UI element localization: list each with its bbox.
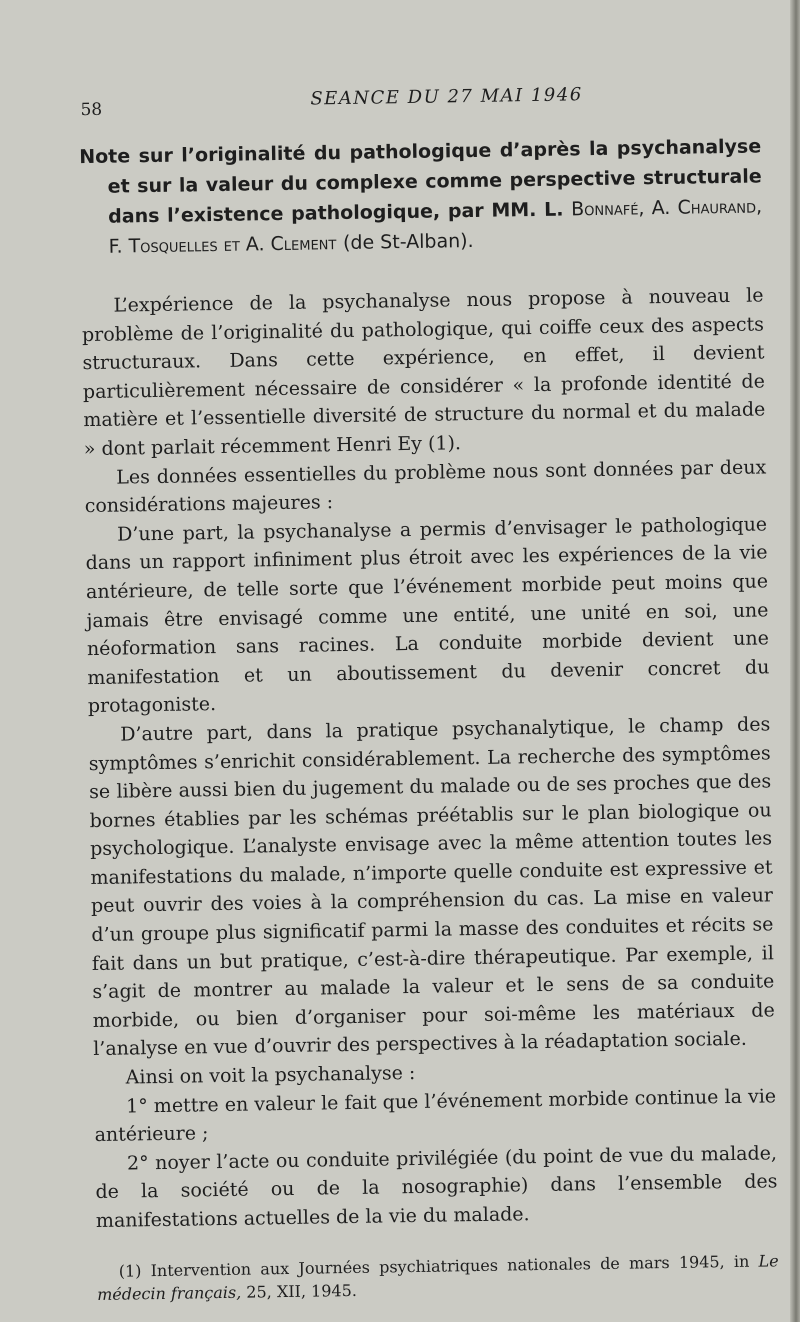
paragraph: Les données essentielles du problème nous sont données par deux considérations majeures :	[84, 455, 767, 518]
article-body	[81, 281, 778, 1235]
paragraph: D’une part, la psychanalyse a permis d’envisager le pathologique dans un rapport infiniment plus étroit avec les expériences de la vie antérieure, de telle sorte que l’événement morbide peut moins que jamais être envisagé comme une entité, une unité en soi, une néoformation sans racines. La conduite morbide devient une manifestation et un aboutissement du devenir concret du protagoniste.	[85, 513, 770, 718]
article-place: (de St-Alban).	[342, 229, 474, 255]
footnote-text	[97, 1249, 780, 1306]
footnote	[97, 1249, 780, 1306]
running-head: SEANCE DU 27 MAI 1946	[310, 84, 583, 110]
list-item: 2° noyer l’acte ou conduite privilégiée (du point de vue du malade, de la société ou de la nosographie) dans l’ensemble des manifestations actuelles de la vie du malade.	[95, 1142, 778, 1233]
page-header	[80, 67, 761, 121]
article-authors: Bonnafé, A. Chaurand, F. Tosquelles et A. Clement	[108, 195, 763, 258]
page-content	[79, 67, 779, 1305]
paragraph: Ainsi on voit la psychanalyse :	[125, 1062, 416, 1089]
article-title	[79, 131, 763, 262]
footnote-journal: Le médecin français,	[96, 1250, 779, 1304]
footnote-date: 25, XII, 1945.	[246, 1280, 358, 1302]
article-title-text: Note sur l’originalité du pathologique d’après la psychanalyse et sur la valeur du complexe comme perspective structurale dans l’existence pathologique, par MM. L.	[79, 135, 762, 228]
paragraph: L’expérience de la psychanalyse nous propose à nouveau le problème de l’originalité du pathologique, qui coiffe ceux des aspects structuraux. Dans cette expérience, en effet, il devient particulièrement nécessaire de considérer « la profonde identité de matière et l’essentielle diversité de structure du normal et du malade » dont parlait récemment Henri Ey (1).	[81, 284, 766, 461]
page-edge-shadow	[790, 0, 800, 1322]
list-item: 1° mettre en valeur le fait que l’événement morbide continue la vie antérieure ;	[94, 1084, 777, 1147]
paragraph: D’autre part, dans la pratique psychanalytique, le champ des symptômes s’enrichit considérablement. La recherche des symptômes se libère aussi bien du jugement du malade ou de ses proches que des bornes établies par les schémas préétablis sur le plan biologique ou psychologique. L’analyste envisage avec la même attention toutes les manifestations du malade, n’importe quelle conduite est expressive et peut ouvrir des voies à la compréhension du cas. La mise en valeur d’un groupe plus significatif parmi la masse des conduites et récits se fait dans un but pratique, c’est-à-dire thérapeutique. Par exemple, il s’agit de montrer au malade la valeur et le sens de sa conduite morbide, ou bien d’organiser pour soi-même les matériaux de l’analyse en vue d’ouvrir des perspectives à la réadaptation sociale.	[88, 713, 775, 1061]
page-number: 58	[80, 99, 103, 121]
footnote-citation: (1) Intervention aux Journées psychiatriques nationales de mars 1945, in	[118, 1251, 750, 1281]
